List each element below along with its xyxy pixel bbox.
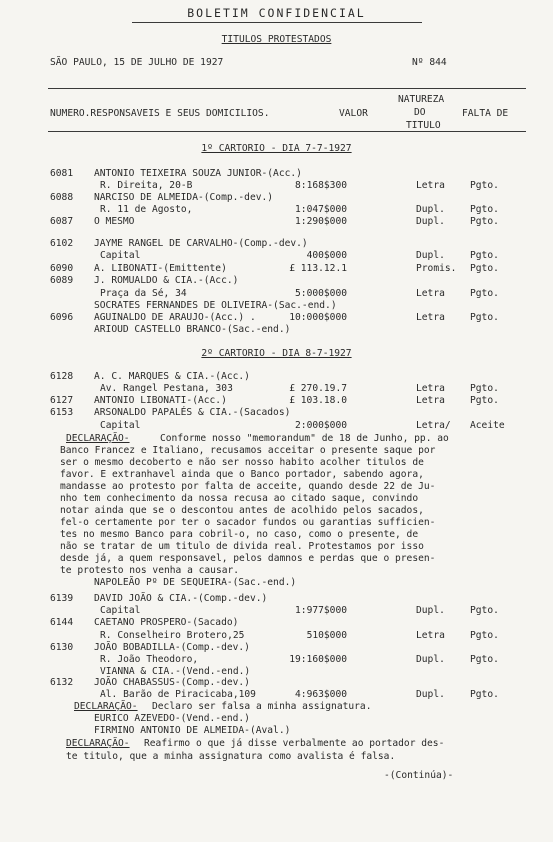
row-name: A. C. MARQUES & CIA.-(Acc.) [94,371,250,382]
row-name: JAYME RANGEL DE CARVALHO-(Comp.-dev.) [94,238,308,249]
row-number: 6087 [50,216,74,227]
declaration2-label: DECLARAÇÃO- [74,701,138,712]
col-falta: FALTA DE [462,108,509,119]
header-rule-top [48,88,526,89]
declaration-line: te protesto nos venha a causar. [60,565,240,576]
col-responsaveis: NUMERO.RESPONSAVEIS E SEUS DOMICILIOS. [50,108,270,119]
row-number: 6089 [50,275,74,286]
table-row [0,407,553,419]
table-row [0,300,553,312]
row-name: R. Direita, 20-B [100,180,193,191]
row-name: Praça da Sé, 34 [100,288,187,299]
row-kind: Dupl. [416,689,445,700]
row-kind: Dupl. [416,605,445,616]
table-row [0,605,553,617]
table-row [0,395,553,407]
row-reason: Pgto. [470,605,499,616]
row-kind: Letra [416,383,445,394]
table-row [0,677,553,689]
row-kind: Letra [416,630,445,641]
row-kind: Dupl. [416,654,445,665]
row-name: Av. Rangel Pestana, 303 [100,383,233,394]
declaration2-text: Declaro ser falsa a minha assignatura. [152,701,372,712]
row-reason: Pgto. [470,395,499,406]
row-name: VIANNA & CIA.-(Vend.-end.) [100,666,251,677]
col-natureza-2: DO [414,107,426,118]
bulletin-subtitle: TITULOS PROTESTADOS [221,34,332,45]
declaration-line: Conforme nosso "memorandum" de 18 de Junho, pp. ao [160,433,449,444]
row-number: 6153 [50,407,74,418]
table-row [0,216,553,228]
declaration-line: nho tem conhecimento da nossa recusa ao citado saque, convindo [60,493,419,504]
row-reason: Pgto. [470,288,499,299]
row-reason: Pgto. [470,216,499,227]
section1-title: 1º CARTORIO - DIA 7-7-1927 [201,143,352,154]
row-number: 6102 [50,238,74,249]
row-reason: Pgto. [470,180,499,191]
header-rule-bottom [48,131,526,132]
col-valor: VALOR [339,108,368,119]
row-number: 6144 [50,617,74,628]
row-value: 400$000 [306,250,347,261]
table-row [0,617,553,629]
table-row [0,288,553,300]
table-row [0,371,553,383]
table-row [0,383,553,395]
row-name: ARIOUD CASTELLO BRANCO-(Sac.-end.) [94,324,291,335]
col-natureza-1: NATUREZA [398,94,445,105]
row-value: £ 270.19.7 [289,383,347,394]
declaration-line: fel-o certamente por ter o sacador fundos ou garantias sufficien- [60,517,436,528]
row-kind: Dupl. [416,204,445,215]
date-line: SÃO PAULO, 15 DE JULHO DE 1927 [50,57,224,68]
row-name: Capital [100,420,141,431]
row-name: ARSONALDO PAPALÉS & CIA.-(Sacados) [94,407,291,418]
row-name: Capital [100,605,141,616]
row-name: Al. Barão de Piracicaba,109 [100,689,256,700]
table-row [0,250,553,262]
napoleao-line: NAPOLEÃO Pº DE SEQUEIRA-(Sac.-end.) [94,577,297,588]
declaration3-line1: Reafirmo o que já disse verbalmente ao portador des- [144,738,445,749]
declaration-line: mandasse ao protesto por falta de acceite, quando desde 22 de Ju- [60,481,436,492]
row-kind: Promis. [416,263,457,274]
row-reason: Pgto. [470,204,499,215]
table-row [0,238,553,250]
row-name: DAVID JOÃO & CIA.-(Comp.-dev.) [94,593,268,604]
row-name: R. João Theodoro, [100,654,199,665]
row-number: 6130 [50,642,74,653]
table-row [0,168,553,180]
row-number: 6096 [50,312,74,323]
row-name: R. Conselheiro Brotero,25 [100,630,245,641]
section2-title: 2º CARTORIO - DIA 8-7-1927 [201,348,352,359]
table-row [0,642,553,654]
row-number: 6090 [50,263,74,274]
table-row [0,420,553,432]
declaration-line: ser o mesmo decoberto e não ser nosso habito acolher titulos de [60,457,424,468]
row-kind: Letra [416,312,445,323]
table-row [0,689,553,701]
row-name: CAETANO PROSPERO-(Sacado) [94,617,239,628]
row-value: 1:290$000 [295,216,347,227]
row-number: 6081 [50,168,74,179]
row-kind: Dupl. [416,216,445,227]
col-natureza-3: TITULO [406,120,441,131]
row-reason: Pgto. [470,383,499,394]
table-row [0,192,553,204]
row-value: 2:000$000 [295,420,347,431]
row-number: 6132 [50,677,74,688]
table-row [0,180,553,192]
bulletin-number: Nº 844 [412,57,447,68]
declaration-line: não se tratar de um titulo de divida real. Protestamos por isso [60,541,424,552]
row-kind: Letra [416,395,445,406]
row-reason: Aceite [470,420,505,431]
row-name: JOÃO CHABASSUS-(Comp.-dev.) [94,677,250,688]
declaration-line: desde já, a quem responsavel, pelos damnos e perdas que o presen- [60,553,436,564]
table-row [0,312,553,324]
table-row [0,275,553,287]
declaration3-line2: te titulo, que a minha assignatura como avalista é falsa. [66,751,396,762]
table-row [0,593,553,605]
title-rule [132,22,422,23]
row-value: 4:963$000 [295,689,347,700]
row-value: 510$000 [306,630,347,641]
declaration-line: favor. E extranhavel ainda que o Banco portador, sabendo agora, [60,469,424,480]
row-value: 19:160$000 [289,654,347,665]
row-value: 5:000$000 [295,288,347,299]
row-name: JOÃO BOBADILLA-(Comp.-dev.) [94,642,250,653]
row-reason: Pgto. [470,263,499,274]
row-kind: Letra [416,288,445,299]
row-reason: Pgto. [470,312,499,323]
row-value: 8:168$300 [295,180,347,191]
row-name: A. LIBONATI-(Emittente) [94,263,227,274]
continues-note: -(Continúa)- [384,770,454,781]
row-name: AGUINALDO DE ARAUJO-(Acc.) . [94,312,256,323]
row-value: 1:047$000 [295,204,347,215]
row-reason: Pgto. [470,250,499,261]
row-name: R. 11 de Agosto, [100,204,193,215]
declaration-line: tes no mesmo Banco para cobril-o, no caso, como o presente, de [60,529,419,540]
row-kind: Letra [416,180,445,191]
row-value: £ 103.18.0 [289,395,347,406]
table-row [0,630,553,642]
row-name: SOCRATES FERNANDES DE OLIVEIRA-(Sac.-end.) [94,300,337,311]
declaration3-label: DECLARAÇÃO- [66,738,130,749]
row-reason: Pgto. [470,630,499,641]
declaration2-sign: EURICO AZEVEDO-(Vend.-end.) [94,713,250,724]
row-value: 10:000$000 [289,312,347,323]
table-row [0,263,553,275]
table-row [0,654,553,666]
row-name: ANTONIO LIBONATI-(Acc.) [94,395,227,406]
row-number: 6128 [50,371,74,382]
bulletin-title: BOLETIM CONFIDENCIAL [187,6,366,20]
row-reason: Pgto. [470,654,499,665]
table-row [0,204,553,216]
row-number: 6088 [50,192,74,203]
row-name: O MESMO [94,216,135,227]
row-name: ANTONIO TEIXEIRA SOUZA JUNIOR-(Acc.) [94,168,302,179]
row-name: Capital [100,250,141,261]
row-value: 1:977$000 [295,605,347,616]
firmino-line: FIRMINO ANTONIO DE ALMEIDA-(Aval.) [94,725,291,736]
declaration-line: notar ainda que se o descontou antes de acolhido pelos sacados, [60,505,424,516]
row-reason: Pgto. [470,689,499,700]
row-name: NARCISO DE ALMEIDA-(Comp.-dev.) [94,192,274,203]
row-number: 6127 [50,395,74,406]
row-value: £ 113.12.1 [289,263,347,274]
row-number: 6139 [50,593,74,604]
declaration-line: Banco Francez e Italiano, recusamos acceitar o presente saque por [60,445,436,456]
row-name: J. ROMUALDO & CIA.-(Acc.) [94,275,239,286]
row-kind: Dupl. [416,250,445,261]
row-kind: Letra/ [416,420,451,431]
table-row [0,324,553,336]
declaration-label: DECLARAÇÃO- [66,433,130,444]
